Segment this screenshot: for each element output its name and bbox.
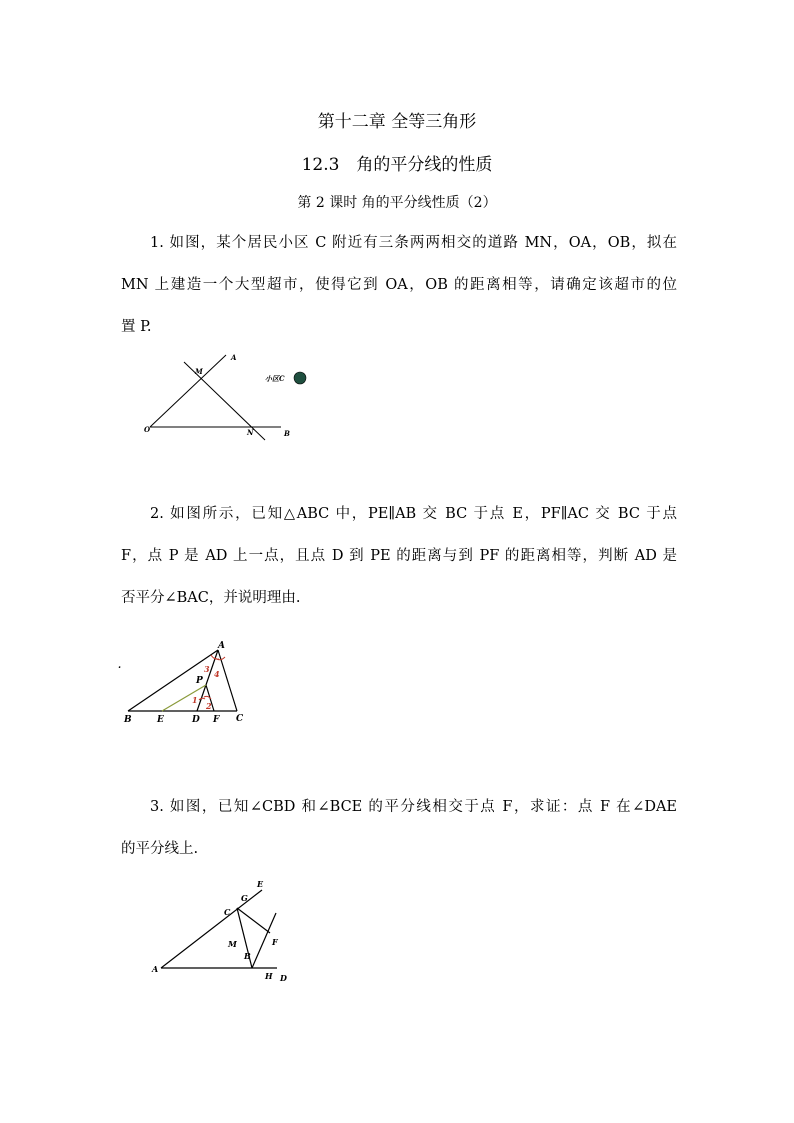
- label-d: D: [192, 715, 200, 725]
- problem-3-line-2: 的平分线上.: [121, 841, 199, 857]
- label-c: C: [236, 714, 244, 724]
- problem-3-line-1: 3. 如图，已知∠CBD 和∠BCE 的平分线相交于点 F，求证：点 F 在∠DAE: [150, 799, 677, 815]
- label-g: G: [241, 893, 248, 903]
- problem-2-figure: [115, 636, 255, 726]
- label-h: H: [265, 971, 273, 981]
- problem-1-text: [121, 222, 677, 348]
- left-margin-dot: .: [118, 661, 122, 671]
- label-a: A: [231, 353, 237, 362]
- label-d: D: [280, 973, 287, 983]
- label-c: C: [224, 907, 231, 917]
- label-p: P: [196, 676, 203, 686]
- label-a: A: [218, 641, 225, 651]
- label-e: E: [157, 715, 164, 725]
- label-b: B: [124, 715, 132, 725]
- label-n: N: [247, 428, 254, 437]
- residence-c-marker: [294, 372, 306, 384]
- label-b: B: [284, 429, 290, 438]
- chapter-title: 第十二章 全等三角形: [317, 112, 477, 132]
- angle-label-3: 3: [204, 664, 210, 674]
- label-m: M: [228, 939, 237, 949]
- problem-2-line-1: 2. 如图所示，已知△ABC 中，PE∥AB 交 BC 于点 E，PF∥AC 交 BC 于点: [150, 506, 677, 522]
- label-m: M: [195, 367, 203, 376]
- label-e: E: [257, 879, 264, 889]
- problem-1-figure: [140, 345, 330, 445]
- segment-pe: [162, 685, 206, 711]
- problem-1-line-1: 1. 如图，某个居民小区 C 附近有三条两两相交的道路 MN，OA，OB，拟在: [150, 235, 677, 251]
- problem-2-text: [121, 493, 677, 619]
- side-ab: [128, 650, 218, 711]
- angle-label-4: 4: [214, 669, 220, 679]
- problem-1-line-3: 置 P.: [121, 319, 152, 335]
- problem-2-line-2: F，点 P 是 AD 上一点，且点 D 到 PE 的距离与到 PF 的距离相等，判断 AD 是: [121, 548, 677, 564]
- angle-1-arc: [199, 698, 205, 700]
- label-b: B: [244, 951, 251, 961]
- problem-1-line-2: MN 上建造一个大型超市，使得它到 OA，OB 的距离相等，请确定该超市的位: [121, 277, 677, 293]
- label-f: F: [272, 937, 278, 947]
- problem-3-text: [121, 786, 677, 870]
- angle-label-1: 1: [192, 695, 198, 705]
- problem-3-figure: [150, 875, 295, 985]
- label-o: O: [144, 425, 151, 434]
- section-title: 12.3 角的平分线的性质: [301, 155, 493, 175]
- label-f: F: [213, 715, 220, 725]
- label-residence-c: 小区C: [265, 374, 285, 383]
- lesson-title: 第 2 课时 角的平分线性质（2）: [297, 195, 497, 211]
- angle-label-2: 2: [206, 701, 212, 711]
- label-a: A: [152, 964, 159, 974]
- problem-2-line-3: 否平分∠BAC，并说明理由.: [121, 590, 301, 606]
